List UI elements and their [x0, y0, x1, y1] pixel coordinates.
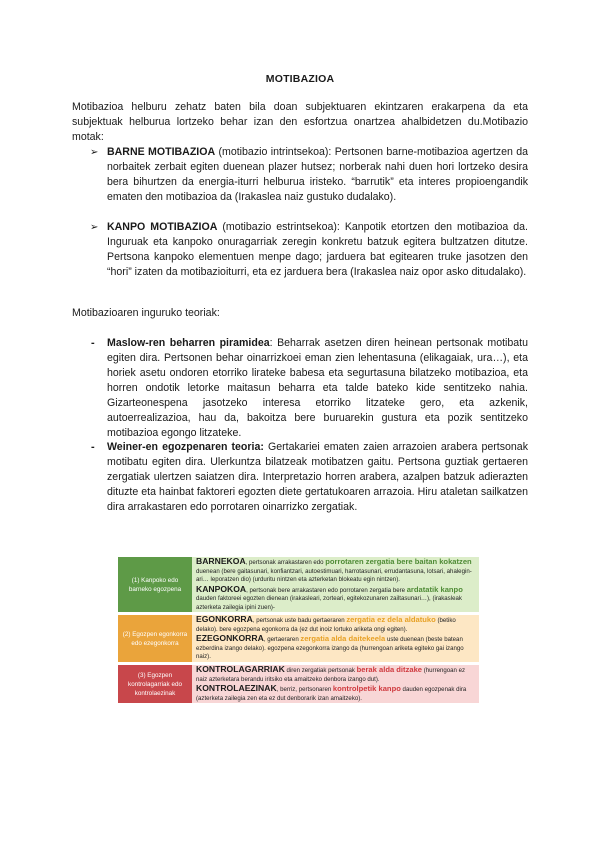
table-row	[118, 615, 479, 662]
entry-text: , pertsonak bere arrakastaren edo porrotaren zergatia bere	[246, 586, 407, 594]
type-description: (motibazio estrintsekoa): Kanpotik etortzen den motibazioa da. Inguruak eta kanpoko onuragarriak zeregin konkretu batzuk egitera bultzatzen ditutze. Pertsona kanpoko elementuen menpe dago; jarduera bat egitearen truke jasotzen den “hori” izaten da motibazioiturri, eta ez jarduera bera (Irakaslea naiz opor asko ditudalako).	[107, 221, 528, 278]
arrow-bullet-icon: ➢	[90, 222, 99, 233]
row-content	[192, 665, 479, 703]
entry-text: diren zergatiak pertsonak	[284, 667, 357, 675]
entry-head: KONTROLAGARRIAK	[196, 664, 285, 675]
entry-highlight: zergatia alda daitekeela	[300, 634, 386, 644]
entry-head: KANPOKOA	[196, 583, 247, 594]
entry-highlight: berak alda ditzake	[356, 665, 423, 675]
type-description: (motibazio intrintsekoa): Pertsonen barne-motibazioa agertzen da norbaitek zerbait egiten duenean plazer hutsez; norberak nahi duen hori lortzeko desira bera bihurtzen da energia-iturri helburua iristeko. “barrutik” eta interes propioengandik ematen den motibazioa da (Irakaslea naiz gustuko dudalako).	[107, 146, 528, 203]
page-title: MOTIBAZIOA	[265, 73, 335, 85]
row-content	[192, 615, 479, 662]
entry-text: (betiko delako). bere egozpena egonkorra da (ez dut inoiz lortuko ariketa ongi egiten).	[196, 617, 456, 633]
entry-text: , gertaeraren	[263, 636, 301, 644]
entry-text: , pertsonak arrakastaren edo	[245, 559, 326, 566]
theories-heading: Motibazioaren inguruko teoriak:	[72, 307, 220, 319]
arrow-bullet-icon: ➢	[90, 147, 99, 158]
type-kanpo-paragraph	[107, 220, 528, 280]
table-row	[118, 665, 479, 703]
entry-text: duenean (bere gaitasunari, konfiantzari, autoestimuari, harrotasunari, errudantasuna, lotsari, ahaleginari… leporatzen dio) (urduritu nintzen eta azterketan blokeatu egin nintzen).	[196, 567, 472, 584]
entry-head: EZEGONKORRA	[196, 633, 264, 644]
entry-text: , pertsonak uste badu gertaeraren	[252, 617, 347, 625]
entry-head: KONTROLAEZINAK	[196, 683, 277, 694]
intro-paragraph: Motibazioa helburu zehatz baten bila doan subjektuaren ekintzaren erakarpena da eta subjektuak helburua lortzeko behar izan den esfortzua onartzea ahalbidetzen du.Motibazio motak:	[72, 101, 528, 143]
entry-head: EGONKORRA	[196, 614, 253, 625]
row-label: (1) Kanpoko edo barneko egozpena	[118, 557, 192, 612]
entry-highlight: porrotaren zergatia bere baitan kokatzen	[325, 557, 472, 566]
theory-weiner-paragraph	[107, 440, 528, 515]
theory-description: : Beharrak asetzen diren heinean pertsonak motibatu egiten dira. Pertsonen behar oinarrizkoei eman zien lehentasuna (elikagaiak, ura…), eta horiek asetu ondoren etorriko lirateke babesa eta segurtasuna bilatzeko motibazioa, eta horren ondotik letorke maitasun beharra eta talde bateko kide sentitzeko nahia. Gizarteonespena jasotzeko interesa etorriko litzateke gero, eta azkenik, autoerrealizazioa, hau da, bakoitza bere buruarekin gustura eta pozik sentitzeko motibazioa egongo litzateke.	[107, 337, 529, 439]
theory-maslow-paragraph	[107, 336, 528, 441]
theory-term: Weiner-en egozpenaren teoria:	[107, 441, 264, 453]
entry-highlight: kontrolpetik kanpo	[332, 684, 401, 694]
attribution-table	[118, 557, 479, 703]
entry-highlight: zergatia ez dela aldatuko	[346, 615, 436, 625]
entry-head: BARNEKOA	[196, 556, 246, 566]
theory-description: Gertakariei ematen zaien arrazoien arabera pertsonak motibatu egiten dira. Ulerkuntza bilatzeak motibatzen gaitu. Pertsona guztiak gertaeren zergatiak ulertzen saiatzen dira. Interpretazio horren arabera, azalpen batzuk adierazten dituzte eta hainbat faktoreri egozten diete gertatukoaren arrazoia. Hiru ataletan sailkatzen dira arrakastaren edo porrotaren oinarrizko zergatiak.	[107, 441, 528, 513]
entry-text: dauden egozpenak dira (azterketa zailegia zen eta ez dut denborarik izan amaitzeko).	[196, 686, 467, 702]
type-barne-paragraph	[107, 145, 528, 205]
entry-text: (hurrengoan ez naiz azterketara berandu iritsiko eta amaitzeko denbora izango dut).	[196, 667, 466, 683]
row-label: (3) Egozpen kontrolagarriak edo kontrolaezinak	[118, 665, 192, 703]
type-term: KANPO MOTIBAZIOA	[107, 221, 218, 233]
row-label: (2) Egozpen egonkorra edo ezegonkorra	[118, 615, 192, 662]
dash-bullet-icon: -	[91, 441, 95, 453]
table-row	[118, 557, 479, 612]
entry-highlight: ardatatik kanpo	[406, 584, 463, 594]
entry-text: uste duenean (beste batean ezberdina izango delako). egozpena ezegonkorra izango da (hurrengoan ariketa egiteko gai izango naiz).	[196, 636, 464, 661]
theory-term: Maslow-ren beharren piramidea	[107, 337, 270, 349]
row-content	[192, 557, 479, 612]
type-term: BARNE MOTIBAZIOA	[107, 146, 216, 158]
dash-bullet-icon: -	[91, 337, 95, 349]
entry-text: dauden faktoreei egozten dienean (irakasleari, zorteari, egitekozunaren zailtasunari…), (irakasleak azterketa zailegia ipini zuen)-	[196, 595, 462, 611]
entry-text: , berriz, pertsonaren	[276, 686, 333, 694]
